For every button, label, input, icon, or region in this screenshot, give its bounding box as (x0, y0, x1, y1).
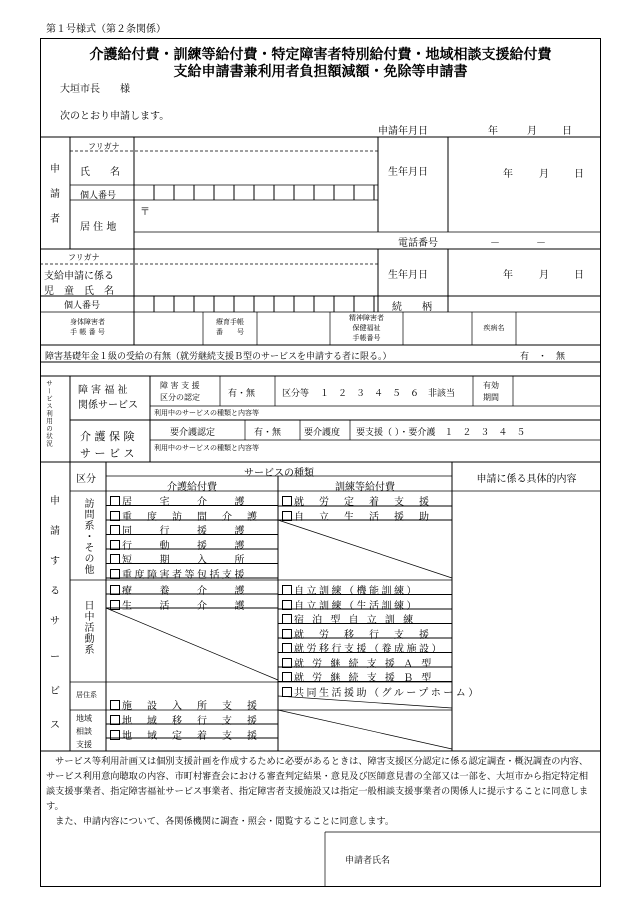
checkbox-icon[interactable] (282, 614, 292, 624)
service-option[interactable] (110, 551, 276, 566)
child-name-label-2: 児 童 氏 名 (44, 286, 114, 297)
service-option[interactable] (110, 508, 276, 523)
usage-status-section (45, 380, 65, 460)
application-year: 年 (488, 126, 498, 137)
form-title-line1: 介護給付費・訓練等給付費・特定障害者特別給付費・地域相談支援給付費 (89, 47, 552, 63)
community-category-label-3: 支援 (76, 740, 92, 749)
applicant-address-label: 居 住 地 (80, 222, 117, 233)
service-option[interactable] (110, 597, 276, 612)
phone-separator-1: － (490, 238, 500, 249)
applicant-phone-label: 電話番号 (398, 238, 438, 249)
service-option-label: 共同生活援助（グループホーム） (294, 688, 481, 699)
checkbox-icon[interactable] (110, 496, 120, 506)
checkbox-icon[interactable] (282, 629, 292, 639)
services-types-header: サービスの種類 (244, 468, 314, 479)
category-options[interactable]: １ ２ ３ ４ ５ ６ 非該当 (320, 389, 456, 399)
services-section-2: 請 (50, 526, 60, 537)
service-option-label: 就 労 移 行 支 援 (294, 629, 432, 641)
checkbox-icon[interactable] (282, 658, 292, 668)
intro-text: 次のとおり申請します。 (60, 111, 170, 122)
service-option-label: 同 行 援 護 (122, 526, 247, 537)
service-option[interactable] (282, 655, 450, 670)
pension-answer[interactable]: 有 ・ 無 (520, 352, 566, 362)
applicant-section-1: 申 (50, 164, 60, 175)
support-cert-label-2: 区分の認定 (160, 393, 200, 402)
applicant-name-field[interactable] (135, 152, 377, 184)
service-option-label: 短 期 入 所 (122, 555, 247, 566)
service-option-label: 生 活 介 護 (122, 600, 247, 612)
checkbox-icon[interactable] (110, 730, 120, 740)
services-category-header: 区分 (76, 474, 96, 485)
checkbox-icon[interactable] (110, 554, 120, 564)
applicant-name-label: 氏 名 (80, 167, 120, 178)
service-option-label: 重 度 訪 問 介 護 (122, 511, 260, 523)
child-name-label-1: 支給申請に係る (44, 271, 114, 282)
disease-label: 疾病名 (483, 324, 505, 332)
applicant-phone-field[interactable] (458, 233, 600, 248)
child-number-label: 個人番号 (64, 301, 101, 311)
applicant-birth-day: 日 (574, 169, 584, 180)
service-option[interactable] (110, 582, 276, 597)
usage-status-label: サービス利用の状況 (45, 380, 53, 448)
mental-handbook-label-3: 手帳番号 (352, 334, 381, 342)
services-section-8: ス (50, 720, 60, 731)
signature-field[interactable] (400, 845, 595, 870)
child-birth-year: 年 (503, 270, 513, 281)
visiting-category (80, 498, 98, 578)
service-option-label: 就 労 定 着 支 援 (294, 497, 432, 508)
checkbox-icon[interactable] (282, 643, 292, 653)
welfare-in-use-label: 利用中のサービスの種類と内容等 (154, 409, 259, 417)
service-option-label: 地 域 定 着 支 援 (122, 730, 260, 742)
checkbox-icon[interactable] (110, 525, 120, 535)
service-option[interactable] (282, 582, 450, 597)
category-label: 区分等 (282, 389, 310, 399)
service-option-label: 行 動 援 護 (122, 540, 247, 552)
care-insurance-label-2: サ ー ビ ス (80, 447, 135, 460)
applicant-birth-label: 生年月日 (388, 167, 428, 178)
services-section-1: 申 (50, 496, 60, 507)
service-option-label: 施 設 入 所 支 援 (122, 701, 260, 712)
checkbox-icon[interactable] (282, 511, 292, 521)
service-option[interactable] (110, 566, 276, 581)
checkbox-icon[interactable] (282, 600, 292, 610)
checkbox-icon[interactable] (110, 715, 120, 725)
services-section-6: ー (50, 652, 60, 663)
applicant-birth-year: 年 (503, 169, 513, 180)
service-option-label: 自立訓練（機能訓練） (294, 586, 419, 597)
checkbox-icon[interactable] (282, 672, 292, 682)
service-option-label: 就 労 継 続 支 援 Ｂ 型 (294, 673, 434, 684)
service-option[interactable] (282, 640, 450, 655)
support-cert-yes-no[interactable]: 有・無 (228, 389, 256, 399)
service-option-label: 自立訓練（生活訓練） (294, 600, 419, 612)
checkbox-icon[interactable] (110, 511, 120, 521)
specific-content-header: 申請に係る具体的内容 (476, 474, 577, 485)
applicant-address-field[interactable] (135, 201, 600, 231)
community-category-label-1: 地域 (76, 714, 92, 723)
welfare-service-label-1: 障 害 福 祉 (78, 385, 128, 396)
service-option-label: 就 労 継 続 支 援 Ａ 型 (294, 658, 434, 670)
support-cert-label-1: 障 害 支 援 (160, 381, 200, 390)
checkbox-icon[interactable] (282, 496, 292, 506)
postal-mark: 〒 (140, 207, 150, 218)
consent-paragraph-1: サービス等利用計画又は個別支援計画を作成するために必要があるときは、障害支援区分認定に係る認定調査・概況調査の内容、サービス利用意向聴取の内容、市町村審査会における審査判定結果・意見及び医師意見書の全部又は一部を、大垣市から指定特定相談支援事業者、指定障害福祉サービス事業者、指定障害者支援施設又は指定一般相談支援事業者の関係人に提示することに同意します。 (46, 756, 589, 812)
child-name-field[interactable] (135, 265, 377, 295)
service-option[interactable] (110, 712, 276, 727)
daytime-category (80, 600, 98, 670)
checkbox-icon[interactable] (110, 540, 120, 550)
service-option[interactable] (110, 697, 276, 712)
service-option-label: 自 立 生 活 援 助 (294, 511, 432, 523)
service-option[interactable] (110, 727, 276, 742)
service-option-label: 就労移行支援（養成施設） (294, 644, 444, 655)
child-furigana-label: フリガナ (68, 253, 100, 262)
services-section-5: サ (50, 616, 60, 627)
care-level-options[interactable]: 要支援（ ）・要介護 １ ２ ３ ４ ５ (356, 428, 526, 438)
care-in-use-label: 利用中のサービスの種類と内容等 (154, 444, 259, 452)
services-section-4: る (50, 586, 60, 597)
service-option-label: 居 宅 介 護 (122, 497, 247, 508)
checkbox-icon[interactable] (110, 569, 120, 579)
mental-handbook-label-2: 保健福祉 (352, 324, 381, 332)
service-option-label: 宿 泊 型 自 立 訓 練 (294, 615, 416, 626)
welfare-service-label-2: 関係サービス (78, 400, 138, 411)
service-option[interactable] (282, 626, 450, 641)
application-month: 月 (527, 126, 537, 137)
services-section-3: す (50, 556, 60, 567)
applicant-section-2: 請 (50, 189, 60, 200)
service-option-label: 療 養 介 護 (122, 586, 247, 597)
signature-label: 申請者氏名 (345, 856, 391, 866)
checkbox-icon[interactable] (110, 600, 120, 610)
phone-separator-2: － (536, 238, 546, 249)
service-option[interactable] (110, 537, 276, 552)
community-category-label-2: 相談 (76, 727, 92, 736)
rehab-handbook-label-1: 療育手帳 (216, 318, 244, 326)
child-relation-label: 続 柄 (392, 302, 432, 313)
pension-question: 障害基礎年金１級の受給の有無（就労継続支援Ｂ型のサービスを申請する者に限る。） (45, 352, 392, 362)
visiting-category-label: 訪問系・その他 (82, 498, 93, 575)
checkbox-icon[interactable] (110, 700, 120, 710)
service-option[interactable] (282, 508, 450, 523)
consent-paragraph-2: また、申請内容について、各関係機関に調査・照会・閲覧することに同意します。 (46, 816, 395, 827)
care-insurance-label-1: 介 護 保 険 (80, 430, 135, 443)
service-option[interactable] (282, 493, 450, 508)
service-option[interactable] (282, 597, 450, 612)
application-day: 日 (562, 126, 572, 137)
checkbox-icon[interactable] (282, 585, 292, 595)
service-option[interactable] (282, 669, 450, 684)
service-option[interactable] (110, 522, 276, 537)
service-option-label: 重度障害者等包括支援 (122, 569, 247, 581)
daytime-category-label: 日中活動系 (82, 600, 93, 655)
applicant-furigana-label: フリガナ (88, 142, 120, 151)
rehab-handbook-label-2: 番 号 (216, 328, 244, 336)
applicant-number-label: 個人番号 (80, 191, 117, 201)
mental-handbook-label-1: 精神障害者 (349, 314, 384, 322)
service-option[interactable] (282, 611, 450, 626)
checkbox-icon[interactable] (110, 585, 120, 595)
form-title-line2: 支給申請書兼利用者負担額減額・免除等申請書 (173, 64, 468, 80)
physical-handbook-label-1: 身体障害者 (70, 318, 105, 326)
residential-category-label: 居住系 (76, 691, 97, 699)
application-date-label: 申請年月日 (378, 126, 428, 137)
care-benefits-header: 介護給付費 (167, 482, 217, 493)
child-birth-day: 日 (574, 270, 584, 281)
service-option-label: 地 域 移 行 支 援 (122, 716, 260, 727)
checkbox-icon[interactable] (282, 687, 292, 697)
services-section-7: ビ (50, 686, 60, 697)
physical-handbook-label-2: 手 帳 番 号 (70, 328, 105, 336)
child-birth-label: 生年月日 (388, 270, 428, 281)
form-number: 第１号様式（第２条関係） (46, 24, 166, 35)
training-benefits-header: 訓練等給付費 (335, 482, 395, 493)
valid-period-label-2: 期間 (483, 393, 499, 402)
valid-period-label-1: 有効 (483, 381, 499, 390)
applicant-section-3: 者 (50, 214, 60, 225)
care-cert-yes-no[interactable]: 有・無 (254, 428, 282, 438)
applicant-birth-month: 月 (539, 169, 549, 180)
child-birth-month: 月 (539, 270, 549, 281)
service-option[interactable] (110, 493, 276, 508)
service-option[interactable] (282, 684, 481, 699)
care-cert-label: 要介護認定 (170, 428, 216, 438)
care-level-label: 要介護度 (304, 428, 341, 438)
addressee: 大垣市長 様 (60, 84, 130, 95)
